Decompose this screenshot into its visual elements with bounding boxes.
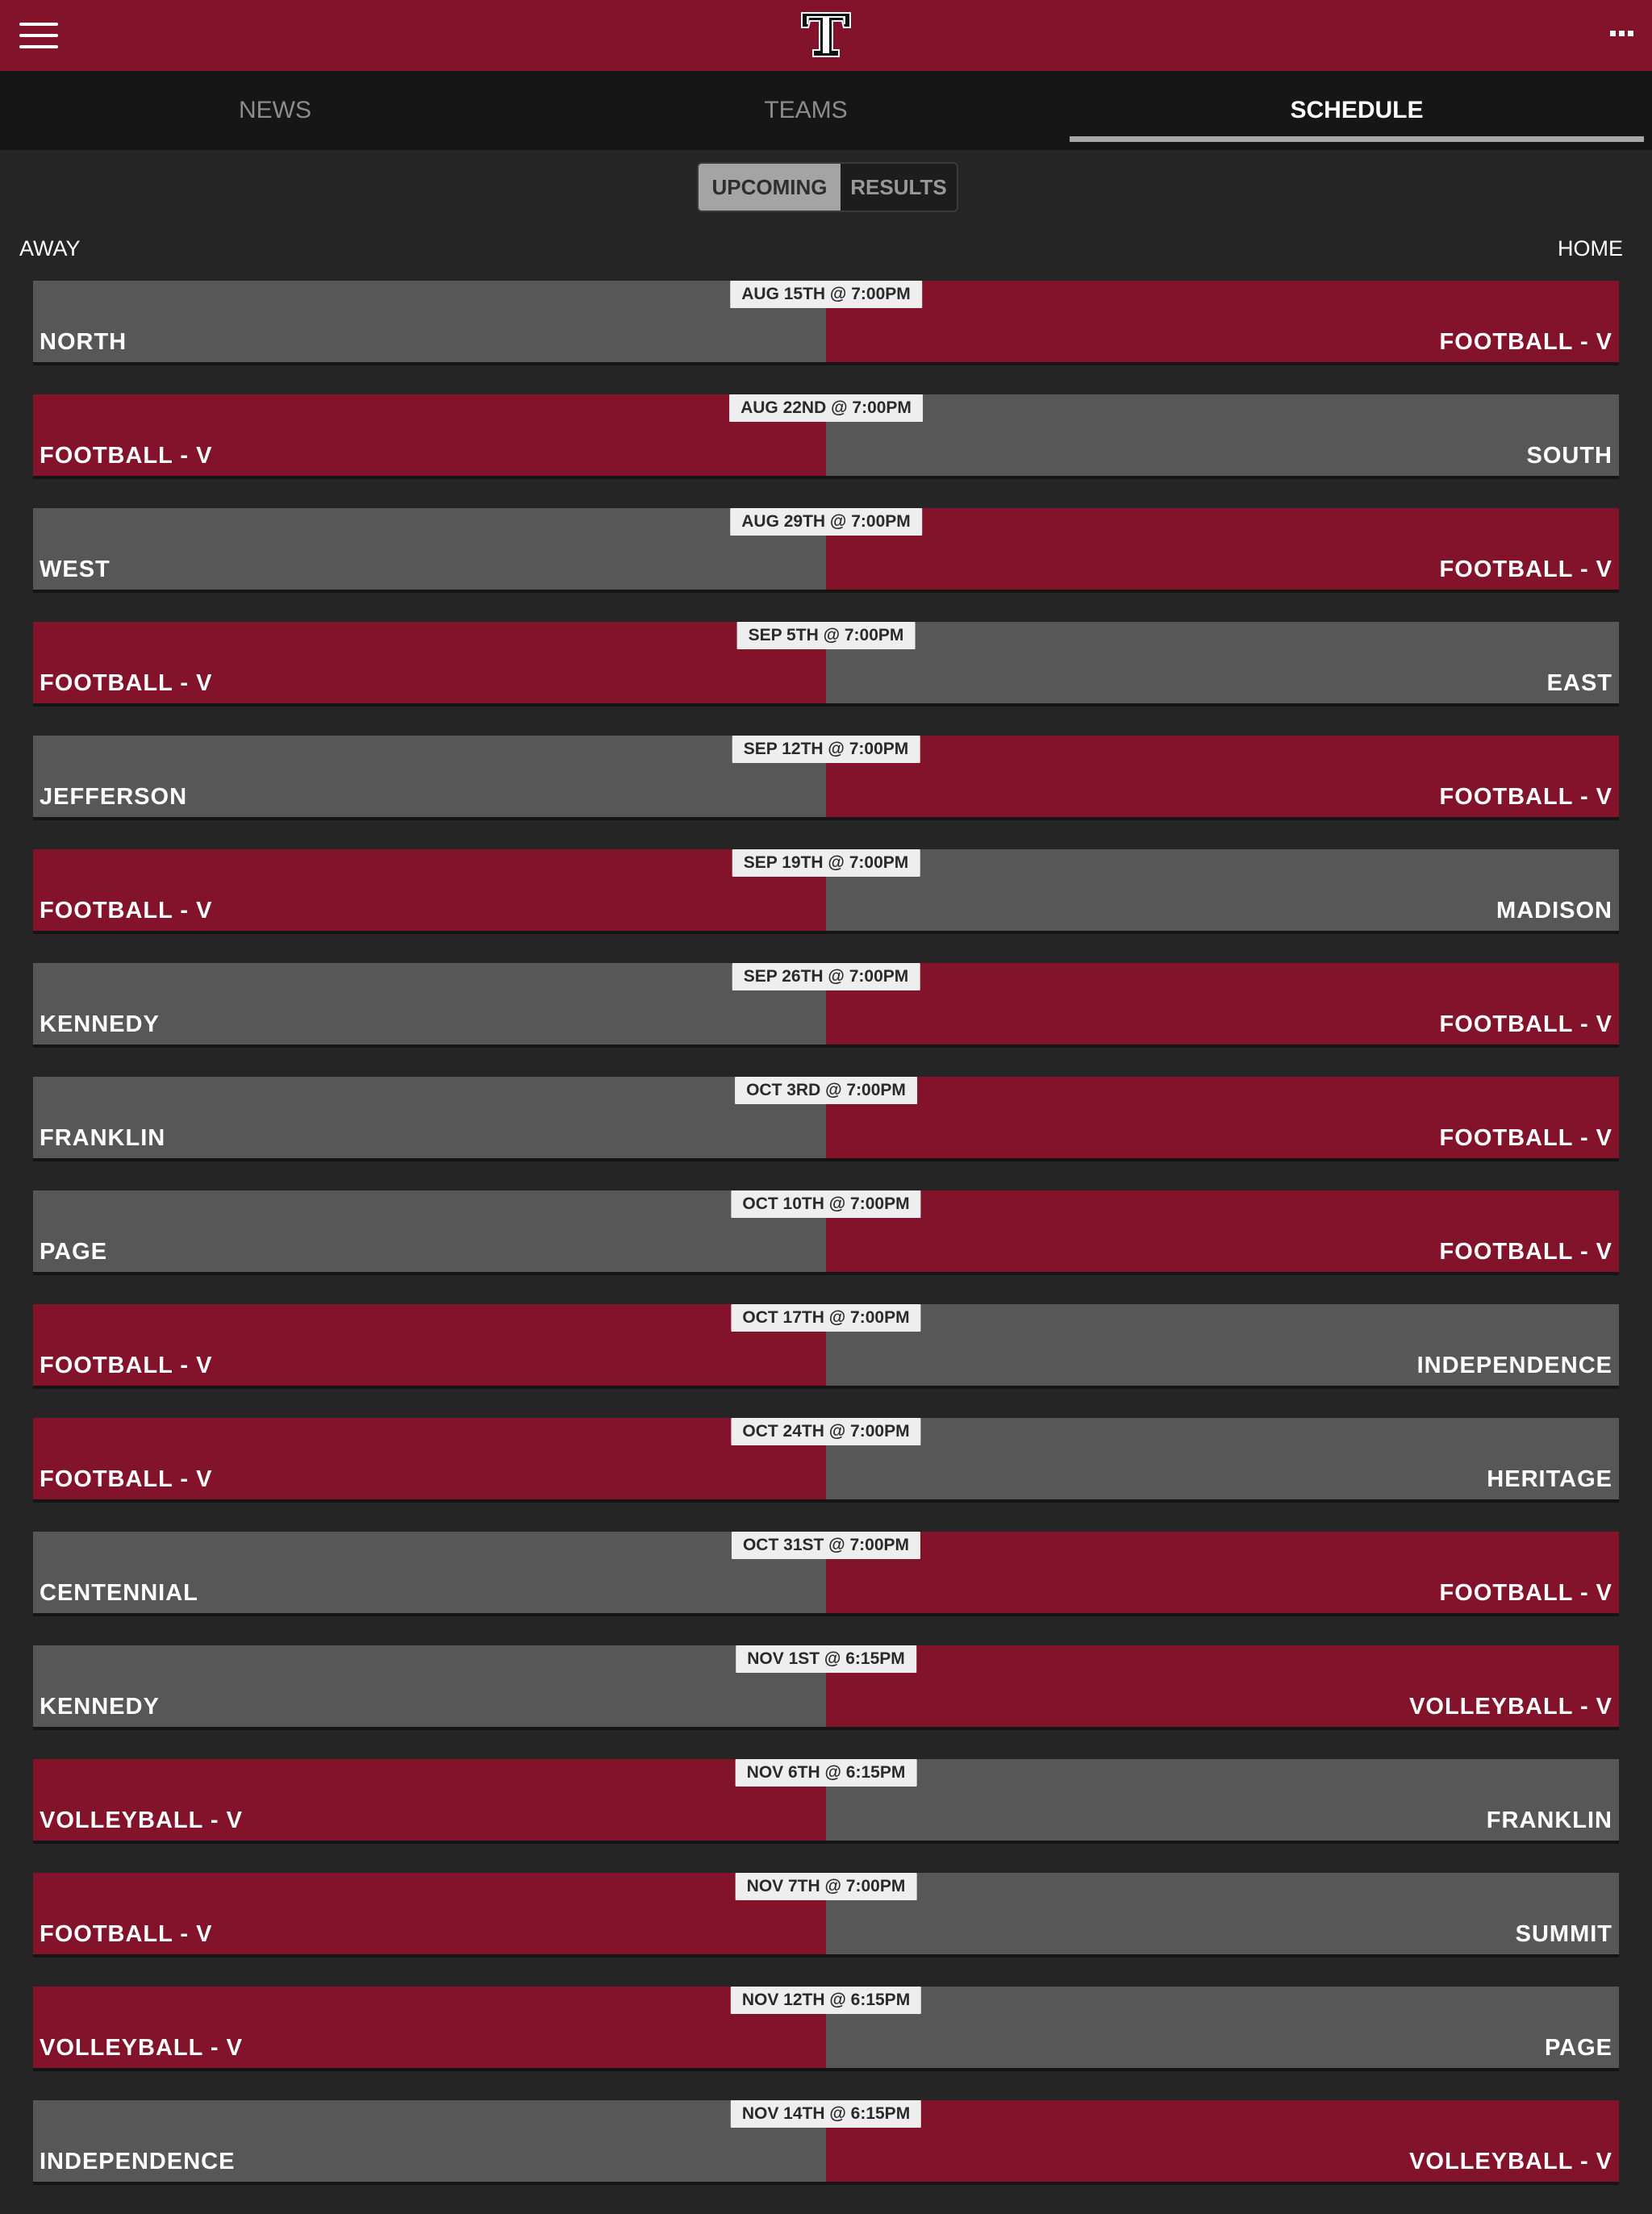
home-team-panel bbox=[826, 849, 1619, 931]
away-team-name: FOOTBALL - V bbox=[40, 1353, 213, 1378]
home-team-panel bbox=[826, 281, 1619, 362]
away-column-label: AWAY bbox=[19, 236, 81, 261]
game-date-badge: OCT 10TH @ 7:00PM bbox=[731, 1190, 920, 1218]
game-date-badge: AUG 22ND @ 7:00PM bbox=[729, 394, 923, 422]
section-tabs bbox=[0, 71, 1652, 150]
game-date-badge: NOV 7TH @ 7:00PM bbox=[736, 1873, 917, 1900]
away-team-panel bbox=[33, 1190, 826, 1272]
home-team-name: SUMMIT bbox=[1515, 1921, 1612, 1947]
game-date-badge: AUG 15TH @ 7:00PM bbox=[730, 281, 922, 308]
away-team-panel bbox=[33, 1077, 826, 1158]
home-team-name: HERITAGE bbox=[1487, 1466, 1612, 1492]
away-team-panel bbox=[33, 1645, 826, 1727]
schedule-list bbox=[33, 281, 1619, 2214]
home-team-name: FOOTBALL - V bbox=[1439, 1011, 1612, 1037]
school-logo bbox=[799, 10, 853, 60]
away-team-name: FOOTBALL - V bbox=[40, 670, 213, 696]
away-team-name: KENNEDY bbox=[40, 1694, 160, 1720]
home-team-panel bbox=[826, 1077, 1619, 1158]
game-row[interactable] bbox=[33, 1304, 1619, 1386]
home-team-name: MADISON bbox=[1496, 898, 1612, 924]
home-team-panel bbox=[826, 2100, 1619, 2182]
game-date-badge: OCT 17TH @ 7:00PM bbox=[731, 1304, 920, 1332]
home-team-panel bbox=[826, 394, 1619, 476]
away-team-panel bbox=[33, 1304, 826, 1386]
upcoming-button[interactable]: UPCOMING bbox=[699, 164, 841, 211]
game-date-badge: OCT 31ST @ 7:00PM bbox=[732, 1532, 920, 1559]
away-team-name: CENTENNIAL bbox=[40, 1580, 198, 1606]
game-row[interactable] bbox=[33, 849, 1619, 931]
away-team-name: FOOTBALL - V bbox=[40, 443, 213, 469]
game-row[interactable] bbox=[33, 394, 1619, 476]
game-row[interactable] bbox=[33, 1077, 1619, 1158]
away-team-name: WEST bbox=[40, 557, 111, 582]
home-team-panel bbox=[826, 963, 1619, 1044]
home-team-panel bbox=[826, 1645, 1619, 1727]
game-date-badge: OCT 24TH @ 7:00PM bbox=[731, 1418, 920, 1445]
home-team-panel bbox=[826, 1304, 1619, 1386]
away-team-panel bbox=[33, 1873, 826, 1954]
game-date-badge: AUG 29TH @ 7:00PM bbox=[730, 508, 922, 536]
home-team-name: INDEPENDENCE bbox=[1416, 1353, 1612, 1378]
game-row[interactable] bbox=[33, 736, 1619, 817]
home-team-name: FOOTBALL - V bbox=[1439, 1580, 1612, 1606]
more-options-icon[interactable] bbox=[1610, 31, 1634, 39]
game-date-badge: NOV 12TH @ 6:15PM bbox=[731, 1987, 921, 2014]
game-row[interactable] bbox=[33, 1759, 1619, 1841]
away-team-panel bbox=[33, 1418, 826, 1499]
game-row[interactable] bbox=[33, 508, 1619, 590]
game-row[interactable] bbox=[33, 963, 1619, 1044]
away-team-name: KENNEDY bbox=[40, 1011, 160, 1037]
home-team-panel bbox=[826, 1987, 1619, 2068]
away-team-panel bbox=[33, 1759, 826, 1841]
home-team-name: EAST bbox=[1546, 670, 1612, 696]
game-row[interactable] bbox=[33, 1190, 1619, 1272]
away-team-panel bbox=[33, 963, 826, 1044]
away-team-name: NORTH bbox=[40, 329, 127, 355]
home-team-panel bbox=[826, 1873, 1619, 1954]
game-date-badge: NOV 6TH @ 6:15PM bbox=[736, 1759, 917, 1787]
game-row[interactable] bbox=[33, 1418, 1619, 1499]
game-date-badge: SEP 19TH @ 7:00PM bbox=[732, 849, 920, 877]
top-app-bar bbox=[0, 0, 1652, 71]
game-date-badge: SEP 5TH @ 7:00PM bbox=[737, 622, 916, 649]
home-team-panel bbox=[826, 1190, 1619, 1272]
home-team-panel bbox=[826, 1418, 1619, 1499]
home-team-name: FOOTBALL - V bbox=[1439, 784, 1612, 810]
away-team-panel bbox=[33, 281, 826, 362]
away-team-name: PAGE bbox=[40, 1239, 108, 1265]
home-team-panel bbox=[826, 1532, 1619, 1613]
away-team-panel bbox=[33, 508, 826, 590]
home-team-panel bbox=[826, 736, 1619, 817]
upcoming-results-toggle bbox=[697, 162, 958, 212]
game-row[interactable] bbox=[33, 2100, 1619, 2182]
home-team-name: FOOTBALL - V bbox=[1439, 329, 1612, 355]
away-team-name: INDEPENDENCE bbox=[40, 2149, 236, 2174]
away-team-panel bbox=[33, 622, 826, 703]
game-date-badge: SEP 12TH @ 7:00PM bbox=[732, 736, 920, 763]
away-team-panel bbox=[33, 394, 826, 476]
game-row[interactable] bbox=[33, 1532, 1619, 1613]
away-team-name: FOOTBALL - V bbox=[40, 1466, 213, 1492]
results-button[interactable]: RESULTS bbox=[850, 174, 947, 199]
game-row[interactable] bbox=[33, 281, 1619, 362]
home-team-name: PAGE bbox=[1544, 2035, 1612, 2061]
away-team-panel bbox=[33, 736, 826, 817]
home-team-name: SOUTH bbox=[1526, 443, 1612, 469]
home-column-label: HOME bbox=[1558, 236, 1623, 261]
home-team-name: FRANKLIN bbox=[1486, 1807, 1612, 1833]
home-team-name: FOOTBALL - V bbox=[1439, 557, 1612, 582]
away-team-panel bbox=[33, 1987, 826, 2068]
tab-schedule[interactable]: SCHEDULE bbox=[1290, 97, 1424, 123]
tab-teams[interactable]: TEAMS bbox=[764, 97, 848, 123]
game-date-badge: NOV 14TH @ 6:15PM bbox=[731, 2100, 921, 2128]
home-team-name: VOLLEYBALL - V bbox=[1409, 1694, 1612, 1720]
game-date-badge: OCT 3RD @ 7:00PM bbox=[735, 1077, 917, 1104]
away-team-name: VOLLEYBALL - V bbox=[40, 2035, 243, 2061]
away-team-name: VOLLEYBALL - V bbox=[40, 1807, 243, 1833]
home-team-panel bbox=[826, 1759, 1619, 1841]
away-team-name: FOOTBALL - V bbox=[40, 1921, 213, 1947]
game-row[interactable] bbox=[33, 622, 1619, 703]
game-row[interactable] bbox=[33, 1987, 1619, 2068]
home-team-name: FOOTBALL - V bbox=[1439, 1125, 1612, 1151]
tab-news[interactable]: NEWS bbox=[239, 97, 311, 123]
home-team-panel bbox=[826, 508, 1619, 590]
game-date-badge: SEP 26TH @ 7:00PM bbox=[732, 963, 920, 990]
game-date-badge: NOV 1ST @ 6:15PM bbox=[736, 1645, 916, 1673]
home-team-name: VOLLEYBALL - V bbox=[1409, 2149, 1612, 2174]
away-team-name: FRANKLIN bbox=[40, 1125, 166, 1151]
away-team-panel bbox=[33, 849, 826, 931]
menu-icon[interactable] bbox=[19, 23, 58, 48]
game-row[interactable] bbox=[33, 1873, 1619, 1954]
away-team-name: FOOTBALL - V bbox=[40, 898, 213, 924]
game-row[interactable] bbox=[33, 1645, 1619, 1727]
away-team-name: JEFFERSON bbox=[40, 784, 188, 810]
active-tab-indicator bbox=[1070, 136, 1644, 142]
away-team-panel bbox=[33, 1532, 826, 1613]
away-team-panel bbox=[33, 2100, 826, 2182]
home-team-panel bbox=[826, 622, 1619, 703]
home-team-name: FOOTBALL - V bbox=[1439, 1239, 1612, 1265]
